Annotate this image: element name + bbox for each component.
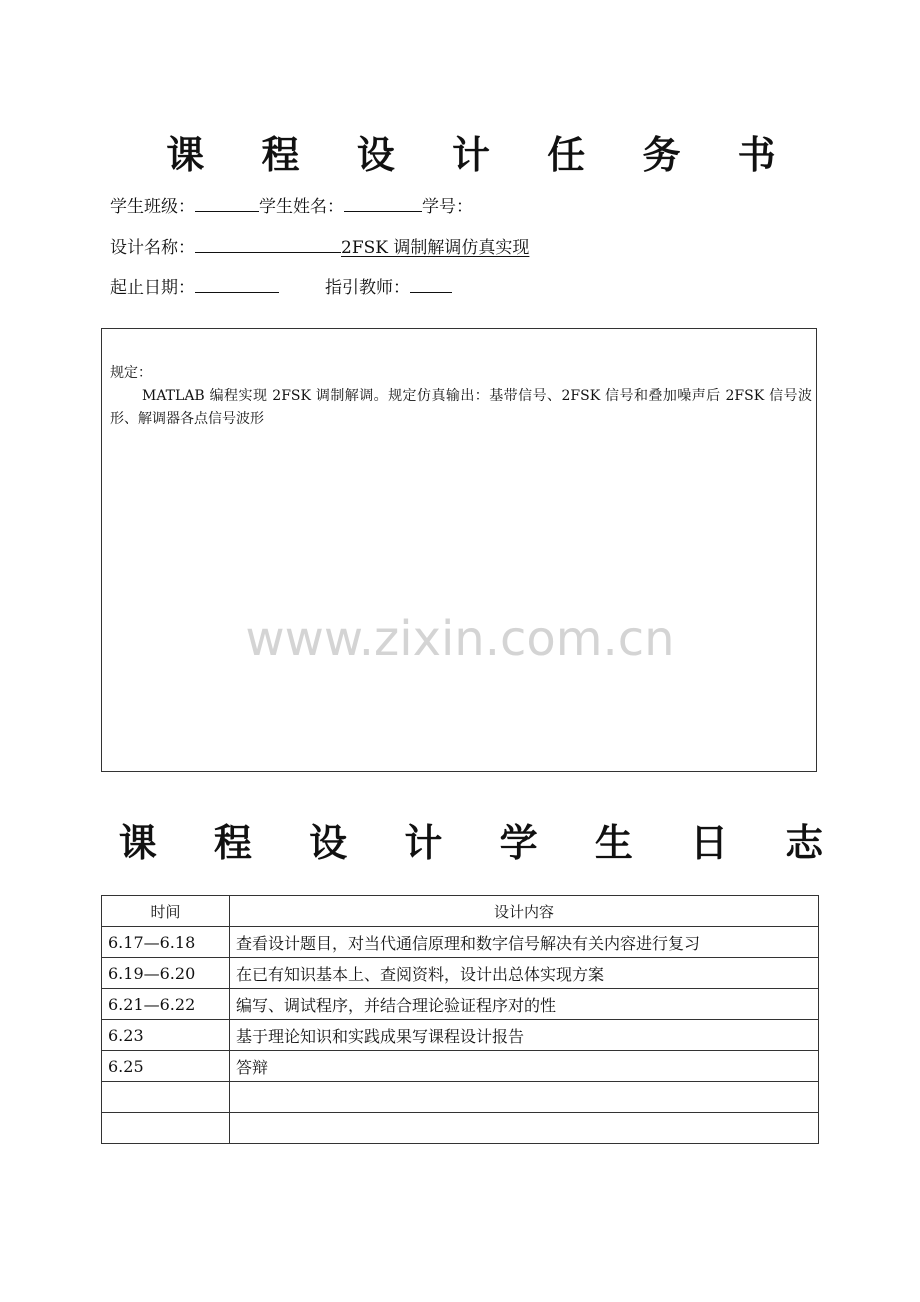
table-row <box>102 927 819 958</box>
row-time: 6.21—6.22 <box>102 989 230 1020</box>
design-name-line <box>110 234 529 260</box>
student-info-line <box>110 193 473 219</box>
row-time <box>102 1113 230 1144</box>
table-row <box>102 1082 819 1113</box>
row-content: 在已有知识基本上、查阅资料，设计出总体实现方案 <box>230 958 819 989</box>
row-content <box>230 1082 819 1113</box>
requirements-label: 规定： <box>110 365 152 381</box>
log-header-row <box>102 896 819 927</box>
date-blank[interactable] <box>195 274 279 293</box>
id-label: 学号： <box>422 197 473 217</box>
class-label: 学生班级： <box>110 197 195 217</box>
row-content: 基于理论知识和实践成果写课程设计报告 <box>230 1020 819 1051</box>
design-name: 2FSK 调制解调仿真实现 <box>341 238 530 258</box>
log-table <box>101 895 819 1144</box>
table-row <box>102 1113 819 1144</box>
class-blank[interactable] <box>195 193 259 212</box>
advisor-blank[interactable] <box>410 274 452 293</box>
table-row <box>102 989 819 1020</box>
design-label: 设计名称： <box>110 238 195 258</box>
watermark: www.zixin.com.cn <box>245 611 675 667</box>
advisor-label: 指引教师： <box>325 278 410 298</box>
date-label: 起止日期： <box>110 278 195 298</box>
design-blank <box>195 234 341 253</box>
row-content: 编写、调试程序，并结合理论验证程序对的性 <box>230 989 819 1020</box>
row-content <box>230 1113 819 1144</box>
row-time: 6.17—6.18 <box>102 927 230 958</box>
table-row <box>102 1051 819 1082</box>
name-blank[interactable] <box>344 193 422 212</box>
row-time: 6.19—6.20 <box>102 958 230 989</box>
table-row <box>102 958 819 989</box>
requirements-text: MATLAB 编程实现 2FSK 调制解调。规定仿真输出：基带信号、2FSK 信号和叠加噪声后 2FSK 信号波形、解调器各点信号波形 <box>110 388 812 427</box>
log-title: 课 程 设 计 学 生 日 志 <box>118 821 846 865</box>
row-time: 6.23 <box>102 1020 230 1051</box>
row-time <box>102 1082 230 1113</box>
name-label: 学生姓名： <box>259 197 344 217</box>
row-content: 答辩 <box>230 1051 819 1082</box>
date-advisor-line <box>110 274 452 300</box>
table-row <box>102 1020 819 1051</box>
task-book-title: 课 程 设 计 任 务 书 <box>166 133 798 177</box>
header-content: 设计内容 <box>230 896 819 927</box>
requirements-box <box>101 328 817 772</box>
header-time: 时间 <box>102 896 230 927</box>
row-content: 查看设计题目，对当代通信原理和数字信号解决有关内容进行复习 <box>230 927 819 958</box>
row-time: 6.25 <box>102 1051 230 1082</box>
